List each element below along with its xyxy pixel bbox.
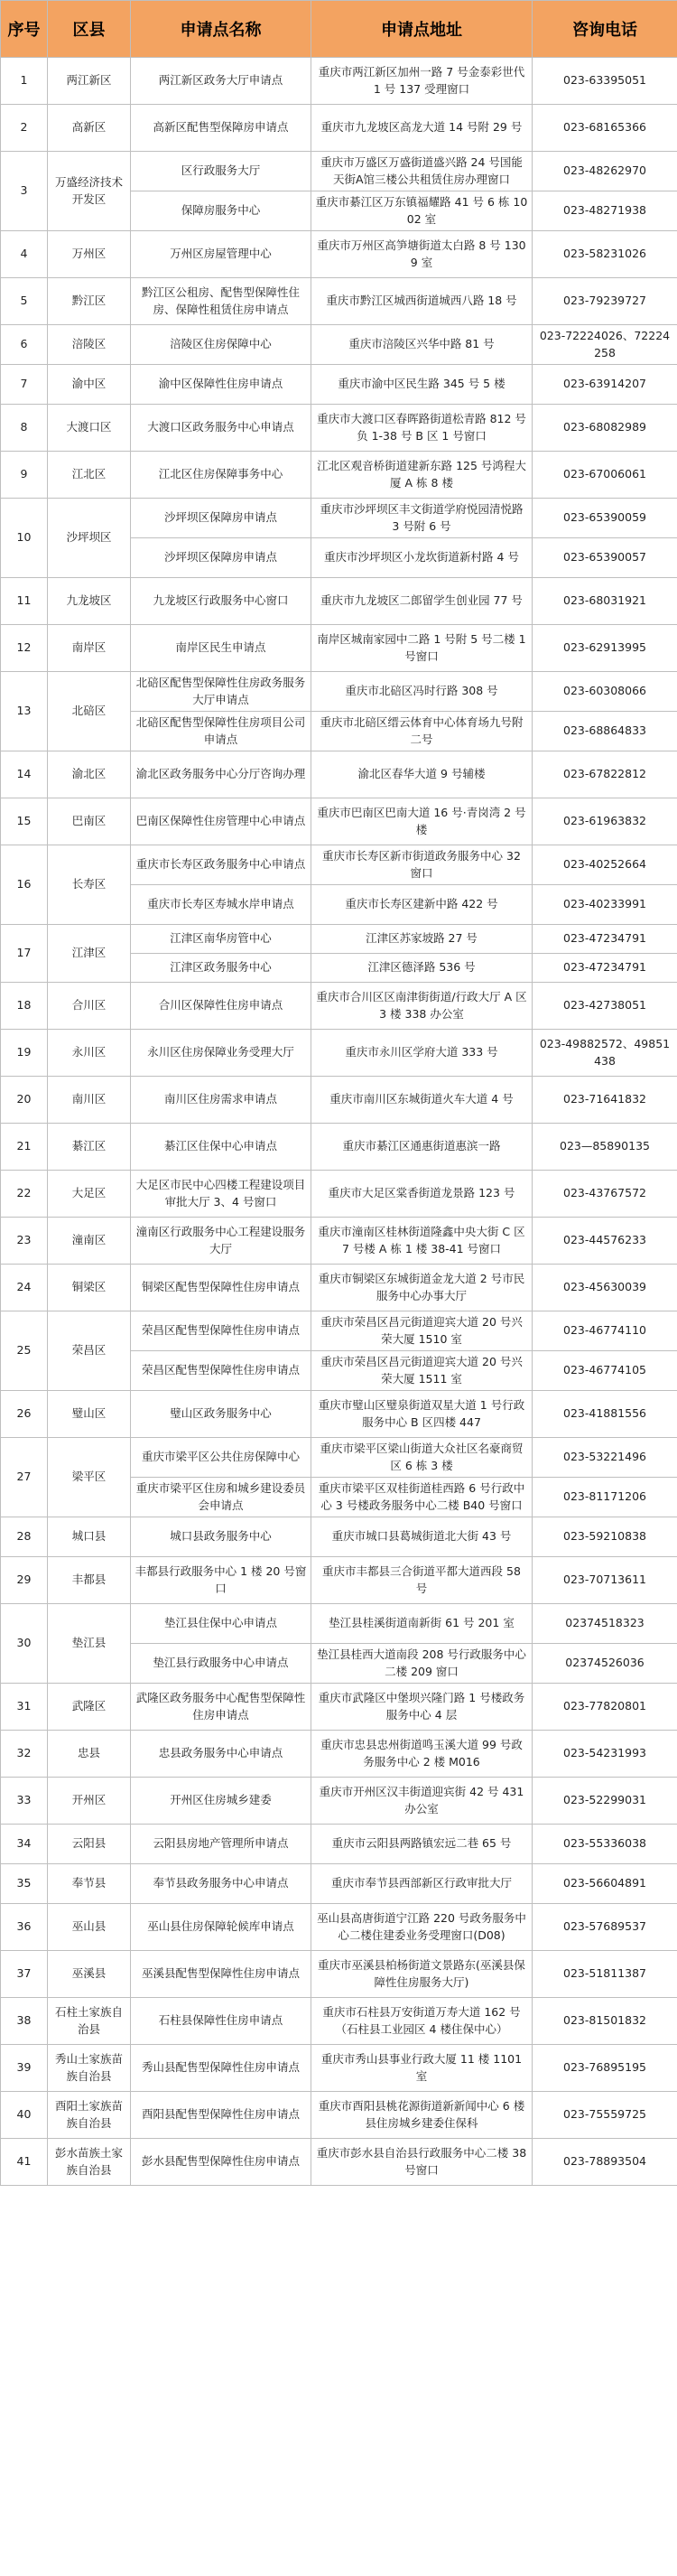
- table-row: [1, 1438, 677, 1478]
- district-cell: 璧山区: [48, 1391, 131, 1438]
- point-name-cell: 开州区住房城乡建委: [131, 1778, 311, 1825]
- table-row: [1, 1998, 677, 2045]
- phone-cell: 023-54231993: [533, 1731, 677, 1778]
- address-cell: 重庆市黔江区城西街道城西八路 18 号: [311, 278, 533, 325]
- district-cell: 江津区: [48, 925, 131, 983]
- row-number: 38: [1, 1998, 48, 2045]
- point-name-cell: 大渡口区政务服务中心申请点: [131, 405, 311, 452]
- table-row: [1, 1778, 677, 1825]
- address-cell: 重庆市彭水县自治县行政服务中心二楼 38 号窗口: [311, 2139, 533, 2186]
- phone-cell: 023-67006061: [533, 452, 677, 499]
- row-number: 37: [1, 1951, 48, 1998]
- address-cell: 江津区德泽路 536 号: [311, 954, 533, 983]
- point-name-cell: 潼南区行政服务中心工程建设服务大厅: [131, 1218, 311, 1265]
- point-name-cell: 荣昌区配售型保障性住房申请点: [131, 1311, 311, 1351]
- table-row: [1, 1684, 677, 1731]
- point-name-cell: 奉节县政务服务中心申请点: [131, 1864, 311, 1904]
- phone-cell: 023-48262970: [533, 152, 677, 191]
- district-cell: 开州区: [48, 1778, 131, 1825]
- district-cell: 潼南区: [48, 1218, 131, 1265]
- row-number: 3: [1, 152, 48, 231]
- row-number: 15: [1, 798, 48, 845]
- point-name-cell: 江北区住房保障事务中心: [131, 452, 311, 499]
- table-row: [1, 1604, 677, 1644]
- table-row: [1, 625, 677, 672]
- address-cell: 重庆市武隆区中堡坝兴隆门路 1 号楼政务服务中心 4 层: [311, 1684, 533, 1731]
- row-number: 9: [1, 452, 48, 499]
- district-cell: 綦江区: [48, 1124, 131, 1171]
- row-number: 21: [1, 1124, 48, 1171]
- phone-cell: 023-46774110: [533, 1311, 677, 1351]
- address-cell: 重庆市綦江区万东镇福耀路 41 号 6 栋 1002 室: [311, 191, 533, 231]
- phone-cell: 023-81171206: [533, 1478, 677, 1517]
- table-row: [1, 1864, 677, 1904]
- phone-cell: 023-78893504: [533, 2139, 677, 2186]
- row-number: 19: [1, 1030, 48, 1077]
- phone-cell: 023-68031921: [533, 578, 677, 625]
- table-row: [1, 1171, 677, 1218]
- district-cell: 万盛经济技术开发区: [48, 152, 131, 231]
- district-cell: 江北区: [48, 452, 131, 499]
- phone-cell: 023-43767572: [533, 1171, 677, 1218]
- header-district: 区县: [48, 1, 131, 58]
- address-cell: 江津区苏家坡路 27 号: [311, 925, 533, 954]
- district-cell: 永川区: [48, 1030, 131, 1077]
- address-cell: 重庆市渝中区民生路 345 号 5 楼: [311, 365, 533, 405]
- point-name-cell: 区行政服务大厅: [131, 152, 311, 191]
- point-name-cell: 忠县政务服务中心申请点: [131, 1731, 311, 1778]
- point-name-cell: 大足区市民中心四楼工程建设项目审批大厅 3、4 号窗口: [131, 1171, 311, 1218]
- address-cell: 重庆市綦江区通惠街道惠滨一路: [311, 1124, 533, 1171]
- address-cell: 重庆市云阳县两路镇宏远二巷 65 号: [311, 1825, 533, 1864]
- district-cell: 渝北区: [48, 751, 131, 798]
- row-number: 25: [1, 1311, 48, 1391]
- header-point-name: 申请点名称: [131, 1, 311, 58]
- address-cell: 重庆市璧山区璧泉街道双星大道 1 号行政服务中心 B 区四楼 447: [311, 1391, 533, 1438]
- phone-cell: 023—85890135: [533, 1124, 677, 1171]
- point-name-cell: 渝中区保障性住房申请点: [131, 365, 311, 405]
- district-cell: 南岸区: [48, 625, 131, 672]
- phone-cell: 023-47234791: [533, 925, 677, 954]
- phone-cell: 023-63914207: [533, 365, 677, 405]
- phone-cell: 023-53221496: [533, 1438, 677, 1478]
- district-cell: 大渡口区: [48, 405, 131, 452]
- district-cell: 黔江区: [48, 278, 131, 325]
- address-cell: 巫山县高唐街道宁江路 220 号政务服务中心二楼住建委业务受理窗口(D08): [311, 1904, 533, 1951]
- table-row: [1, 365, 677, 405]
- row-number: 22: [1, 1171, 48, 1218]
- phone-cell: 023-40252664: [533, 845, 677, 885]
- table-row: [1, 278, 677, 325]
- row-number: 31: [1, 1684, 48, 1731]
- address-cell: 重庆市涪陵区兴华中路 81 号: [311, 325, 533, 365]
- point-name-cell: 万州区房屋管理中心: [131, 231, 311, 278]
- point-name-cell: 酉阳县配售型保障性住房申请点: [131, 2092, 311, 2139]
- address-cell: 重庆市长寿区建新中路 422 号: [311, 885, 533, 925]
- row-number: 4: [1, 231, 48, 278]
- address-cell: 重庆市北碚区冯时行路 308 号: [311, 672, 533, 712]
- phone-cell: 023-81501832: [533, 1998, 677, 2045]
- point-name-cell: 秀山县配售型保障性住房申请点: [131, 2045, 311, 2092]
- point-name-cell: 北碚区配售型保障性住房项目公司申请点: [131, 712, 311, 751]
- phone-cell: 023-45630039: [533, 1265, 677, 1311]
- table-row: [1, 1557, 677, 1604]
- table-row: [1, 1731, 677, 1778]
- district-cell: 巴南区: [48, 798, 131, 845]
- phone-cell: 023-67822812: [533, 751, 677, 798]
- district-cell: 武隆区: [48, 1684, 131, 1731]
- table-row: [1, 152, 677, 191]
- point-name-cell: 重庆市梁平区公共住房保障中心: [131, 1438, 311, 1478]
- table-row: [1, 925, 677, 954]
- district-cell: 秀山土家族苗族自治县: [48, 2045, 131, 2092]
- row-number: 14: [1, 751, 48, 798]
- phone-cell: 023-46774105: [533, 1351, 677, 1391]
- table-row: [1, 1951, 677, 1998]
- address-cell: 重庆市铜梁区东城街道金龙大道 2 号市民服务中心办事大厅: [311, 1265, 533, 1311]
- table-row: [1, 672, 677, 712]
- district-cell: 巫山县: [48, 1904, 131, 1951]
- point-name-cell: 云阳县房地产管理所申请点: [131, 1825, 311, 1864]
- row-number: 12: [1, 625, 48, 672]
- table-row: [1, 751, 677, 798]
- point-name-cell: 巫山县住房保障轮候库申请点: [131, 1904, 311, 1951]
- district-cell: 忠县: [48, 1731, 131, 1778]
- phone-cell: 023-41881556: [533, 1391, 677, 1438]
- district-cell: 酉阳土家族苗族自治县: [48, 2092, 131, 2139]
- district-cell: 荣昌区: [48, 1311, 131, 1391]
- point-name-cell: 永川区住房保障业务受理大厅: [131, 1030, 311, 1077]
- district-cell: 云阳县: [48, 1825, 131, 1864]
- address-cell: 重庆市荣昌区昌元街道迎宾大道 20 号兴荣大厦 1511 室: [311, 1351, 533, 1391]
- point-name-cell: 重庆市长寿区政务服务中心申请点: [131, 845, 311, 885]
- phone-cell: 02374518323: [533, 1604, 677, 1644]
- point-name-cell: 荣昌区配售型保障性住房申请点: [131, 1351, 311, 1391]
- address-cell: 重庆市荣昌区昌元街道迎宾大道 20 号兴荣大厦 1510 室: [311, 1311, 533, 1351]
- table-row: [1, 578, 677, 625]
- table-row: [1, 2139, 677, 2186]
- point-name-cell: 石柱县保障性住房申请点: [131, 1998, 311, 2045]
- row-number: 30: [1, 1604, 48, 1684]
- point-name-cell: 璧山区政务服务中心: [131, 1391, 311, 1438]
- district-cell: 南川区: [48, 1077, 131, 1124]
- point-name-cell: 北碚区配售型保障性住房政务服务大厅申请点: [131, 672, 311, 712]
- phone-cell: 023-57689537: [533, 1904, 677, 1951]
- row-number: 18: [1, 983, 48, 1030]
- phone-cell: 023-70713611: [533, 1557, 677, 1604]
- table-row: [1, 58, 677, 105]
- point-name-cell: 九龙坡区行政服务中心窗口: [131, 578, 311, 625]
- point-name-cell: 江津区政务服务中心: [131, 954, 311, 983]
- district-cell: 巫溪县: [48, 1951, 131, 1998]
- row-number: 17: [1, 925, 48, 983]
- row-number: 11: [1, 578, 48, 625]
- phone-cell: 023-76895195: [533, 2045, 677, 2092]
- point-name-cell: 南岸区民生申请点: [131, 625, 311, 672]
- district-cell: 万州区: [48, 231, 131, 278]
- phone-cell: 02374526036: [533, 1644, 677, 1684]
- row-number: 6: [1, 325, 48, 365]
- phone-cell: 023-61963832: [533, 798, 677, 845]
- address-cell: 重庆市永川区学府大道 333 号: [311, 1030, 533, 1077]
- row-number: 28: [1, 1517, 48, 1557]
- address-cell: 重庆市忠县忠州街道鸣玉溪大道 99 号政务服务中心 2 楼 M016: [311, 1731, 533, 1778]
- header-no: 序号: [1, 1, 48, 58]
- row-number: 26: [1, 1391, 48, 1438]
- address-cell: 重庆市合川区区南津街街道/行政大厅 A 区 3 楼 338 办公室: [311, 983, 533, 1030]
- row-number: 10: [1, 499, 48, 578]
- point-name-cell: 綦江区住保中心申请点: [131, 1124, 311, 1171]
- district-cell: 渝中区: [48, 365, 131, 405]
- district-cell: 石柱土家族自治县: [48, 1998, 131, 2045]
- table-row: [1, 1265, 677, 1311]
- row-number: 41: [1, 2139, 48, 2186]
- phone-cell: 023-58231026: [533, 231, 677, 278]
- address-cell: 重庆市开州区汉丰街道迎宾街 42 号 431 办公室: [311, 1778, 533, 1825]
- phone-cell: 023-40233991: [533, 885, 677, 925]
- district-cell: 丰都县: [48, 1557, 131, 1604]
- phone-cell: 023-55336038: [533, 1825, 677, 1864]
- address-cell: 重庆市梁平区梁山街道大众社区名豪商贸区 6 栋 3 楼: [311, 1438, 533, 1478]
- address-cell: 重庆市大渡口区春晖路街道松青路 812 号负 1-38 号 B 区 1 号窗口: [311, 405, 533, 452]
- phone-cell: 023-51811387: [533, 1951, 677, 1998]
- row-number: 36: [1, 1904, 48, 1951]
- row-number: 33: [1, 1778, 48, 1825]
- phone-cell: 023-71641832: [533, 1077, 677, 1124]
- point-name-cell: 垫江县行政服务中心申请点: [131, 1644, 311, 1684]
- address-cell: 重庆市城口县葛城街道北大街 43 号: [311, 1517, 533, 1557]
- phone-cell: 023-44576233: [533, 1218, 677, 1265]
- district-cell: 高新区: [48, 105, 131, 152]
- address-cell: 重庆市秀山县事业行政大厦 11 楼 1101 室: [311, 2045, 533, 2092]
- district-cell: 奉节县: [48, 1864, 131, 1904]
- address-cell: 重庆市石柱县万安街道万寿大道 162 号（石柱县工业园区 4 楼住保中心）: [311, 1998, 533, 2045]
- address-cell: 重庆市巴南区巴南大道 16 号·青岗湾 2 号楼: [311, 798, 533, 845]
- address-cell: 重庆市大足区棠香街道龙景路 123 号: [311, 1171, 533, 1218]
- district-cell: 彭水苗族土家族自治县: [48, 2139, 131, 2186]
- table-row: [1, 983, 677, 1030]
- point-name-cell: 保障房服务中心: [131, 191, 311, 231]
- district-cell: 涪陵区: [48, 325, 131, 365]
- point-name-cell: 涪陵区住房保障中心: [131, 325, 311, 365]
- phone-cell: 023-47234791: [533, 954, 677, 983]
- point-name-cell: 江津区南华房管中心: [131, 925, 311, 954]
- row-number: 40: [1, 2092, 48, 2139]
- point-name-cell: 巫溪县配售型保障性住房申请点: [131, 1951, 311, 1998]
- address-cell: 江北区观音桥街道建新东路 125 号鸿程大厦 A 栋 8 楼: [311, 452, 533, 499]
- table-row: [1, 452, 677, 499]
- phone-cell: 023-68165366: [533, 105, 677, 152]
- table-row: [1, 2092, 677, 2139]
- district-cell: 北碚区: [48, 672, 131, 751]
- district-cell: 大足区: [48, 1171, 131, 1218]
- address-cell: 重庆市九龙坡区二郎留学生创业园 77 号: [311, 578, 533, 625]
- address-cell: 重庆市沙坪坝区丰文街道学府悦园清悦路 3 号附 6 号: [311, 499, 533, 538]
- table-row: [1, 1124, 677, 1171]
- table-row: [1, 2045, 677, 2092]
- table-row: [1, 798, 677, 845]
- point-name-cell: 渝北区政务服务中心分厅咨询办理: [131, 751, 311, 798]
- address-cell: 重庆市北碚区缙云体育中心体育场九号附二号: [311, 712, 533, 751]
- point-name-cell: 沙坪坝区保障房申请点: [131, 538, 311, 578]
- phone-cell: 023-77820801: [533, 1684, 677, 1731]
- phone-cell: 023-68864833: [533, 712, 677, 751]
- phone-cell: 023-60308066: [533, 672, 677, 712]
- table-row: [1, 1904, 677, 1951]
- phone-cell: 023-52299031: [533, 1778, 677, 1825]
- phone-cell: 023-63395051: [533, 58, 677, 105]
- address-cell: 重庆市两江新区加州一路 7 号金泰彩世代 1 号 137 受理窗口: [311, 58, 533, 105]
- address-cell: 重庆市梁平区双桂街道桂西路 6 号行政中心 3 号楼政务服务中心二楼 B40 号窗口: [311, 1478, 533, 1517]
- address-cell: 渝北区春华大道 9 号辅楼: [311, 751, 533, 798]
- district-cell: 城口县: [48, 1517, 131, 1557]
- point-name-cell: 巴南区保障性住房管理中心申请点: [131, 798, 311, 845]
- table-header-row: [1, 1, 677, 58]
- table-row: [1, 1030, 677, 1077]
- address-cell: 重庆市奉节县西部新区行政审批大厅: [311, 1864, 533, 1904]
- phone-cell: 023-42738051: [533, 983, 677, 1030]
- table-row: [1, 231, 677, 278]
- header-phone: 咨询电话: [533, 1, 677, 58]
- row-number: 23: [1, 1218, 48, 1265]
- district-cell: 沙坪坝区: [48, 499, 131, 578]
- address-cell: 重庆市巫溪县柏杨街道文景路东(巫溪县保障性住房服务大厅): [311, 1951, 533, 1998]
- address-cell: 重庆市南川区东城街道火车大道 4 号: [311, 1077, 533, 1124]
- address-cell: 重庆市沙坪坝区小龙坎街道新村路 4 号: [311, 538, 533, 578]
- row-number: 1: [1, 58, 48, 105]
- phone-cell: 023-65390057: [533, 538, 677, 578]
- address-cell: 重庆市万州区高笋塘街道太白路 8 号 1309 室: [311, 231, 533, 278]
- row-number: 34: [1, 1825, 48, 1864]
- address-cell: 重庆市九龙坡区高龙大道 14 号附 29 号: [311, 105, 533, 152]
- phone-cell: 023-75559725: [533, 2092, 677, 2139]
- phone-cell: 023-56604891: [533, 1864, 677, 1904]
- point-name-cell: 垫江县住保中心申请点: [131, 1604, 311, 1644]
- address-cell: 垫江县桂西大道南段 208 号行政服务中心二楼 209 窗口: [311, 1644, 533, 1684]
- point-name-cell: 重庆市梁平区住房和城乡建设委员会申请点: [131, 1478, 311, 1517]
- row-number: 29: [1, 1557, 48, 1604]
- district-cell: 合川区: [48, 983, 131, 1030]
- address-cell: 重庆市酉阳县桃花源街道新新闻中心 6 楼县住房城乡建委住保科: [311, 2092, 533, 2139]
- table-row: [1, 1517, 677, 1557]
- row-number: 24: [1, 1265, 48, 1311]
- district-cell: 长寿区: [48, 845, 131, 925]
- phone-cell: 023-48271938: [533, 191, 677, 231]
- point-name-cell: 两江新区政务大厅申请点: [131, 58, 311, 105]
- table-row: [1, 499, 677, 538]
- point-name-cell: 铜梁区配售型保障性住房申请点: [131, 1265, 311, 1311]
- address-cell: 重庆市长寿区新市街道政务服务中心 32 窗口: [311, 845, 533, 885]
- address-cell: 重庆市潼南区桂林街道隆鑫中央大街 C 区 7 号楼 A 栋 1 楼 38-41 号窗口: [311, 1218, 533, 1265]
- table-row: [1, 105, 677, 152]
- row-number: 20: [1, 1077, 48, 1124]
- district-cell: 垫江县: [48, 1604, 131, 1684]
- row-number: 16: [1, 845, 48, 925]
- header-address: 申请点地址: [311, 1, 533, 58]
- district-cell: 梁平区: [48, 1438, 131, 1517]
- district-cell: 铜梁区: [48, 1265, 131, 1311]
- point-name-cell: 武隆区政务服务中心配售型保障性住房申请点: [131, 1684, 311, 1731]
- point-name-cell: 丰都县行政服务中心 1 楼 20 号窗口: [131, 1557, 311, 1604]
- table-row: [1, 325, 677, 365]
- point-name-cell: 南川区住房需求申请点: [131, 1077, 311, 1124]
- phone-cell: 023-49882572、49851438: [533, 1030, 677, 1077]
- row-number: 13: [1, 672, 48, 751]
- phone-cell: 023-68082989: [533, 405, 677, 452]
- row-number: 7: [1, 365, 48, 405]
- row-number: 39: [1, 2045, 48, 2092]
- table-row: [1, 845, 677, 885]
- row-number: 32: [1, 1731, 48, 1778]
- point-name-cell: 高新区配售型保障房申请点: [131, 105, 311, 152]
- district-cell: 九龙坡区: [48, 578, 131, 625]
- table-body: [1, 58, 677, 2186]
- district-cell: 两江新区: [48, 58, 131, 105]
- table-row: [1, 1311, 677, 1351]
- row-number: 5: [1, 278, 48, 325]
- phone-cell: 023-65390059: [533, 499, 677, 538]
- row-number: 2: [1, 105, 48, 152]
- table-row: [1, 1218, 677, 1265]
- table-row: [1, 1077, 677, 1124]
- row-number: 8: [1, 405, 48, 452]
- phone-cell: 023-59210838: [533, 1517, 677, 1557]
- point-name-cell: 合川区保障性住房申请点: [131, 983, 311, 1030]
- phone-cell: 023-79239727: [533, 278, 677, 325]
- address-cell: 垫江县桂溪街道南新街 61 号 201 室: [311, 1604, 533, 1644]
- point-name-cell: 彭水县配售型保障性住房申请点: [131, 2139, 311, 2186]
- row-number: 35: [1, 1864, 48, 1904]
- point-name-cell: 黔江区公租房、配售型保障性住房、保障性租赁住房申请点: [131, 278, 311, 325]
- table-row: [1, 1391, 677, 1438]
- phone-cell: 023-72224026、72224258: [533, 325, 677, 365]
- address-cell: 南岸区城南家园中二路 1 号附 5 号二楼 1 号窗口: [311, 625, 533, 672]
- phone-cell: 023-62913995: [533, 625, 677, 672]
- address-cell: 重庆市万盛区万盛街道盛兴路 24 号国能天街A馆三楼公共租赁住房办理窗口: [311, 152, 533, 191]
- row-number: 27: [1, 1438, 48, 1517]
- table-row: [1, 1825, 677, 1864]
- point-name-cell: 沙坪坝区保障房申请点: [131, 499, 311, 538]
- address-cell: 重庆市丰都县三合街道平都大道西段 58 号: [311, 1557, 533, 1604]
- table-row: [1, 405, 677, 452]
- point-name-cell: 重庆市长寿区寿城水岸申请点: [131, 885, 311, 925]
- point-name-cell: 城口县政务服务中心: [131, 1517, 311, 1557]
